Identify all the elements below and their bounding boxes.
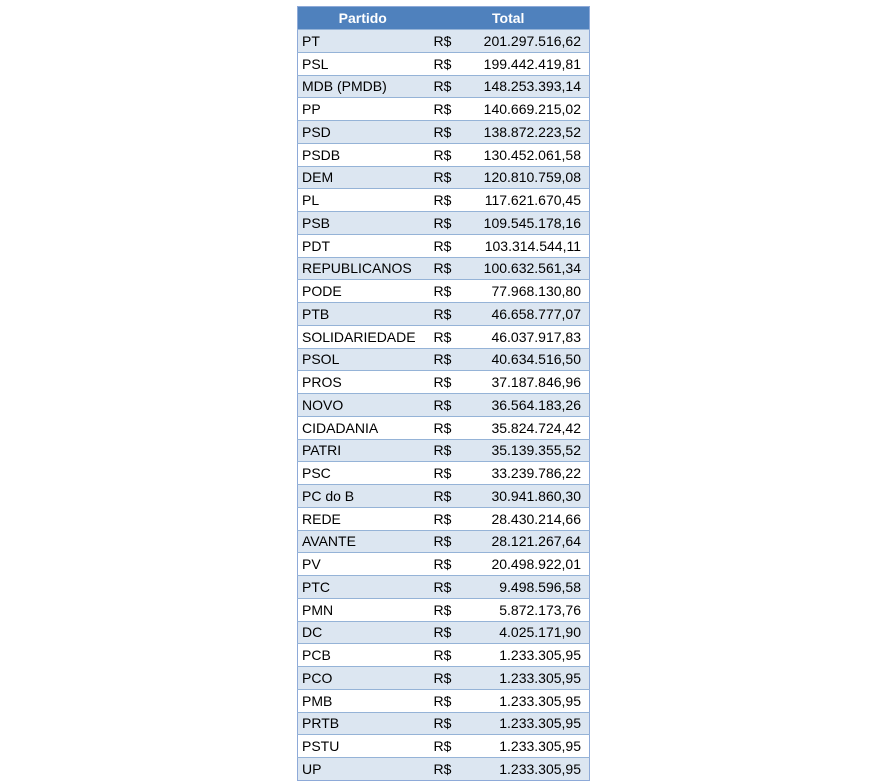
party-name-cell: DC	[298, 621, 428, 644]
table-row	[298, 121, 590, 144]
currency-cell: R$	[428, 462, 460, 485]
total-value-cell: 30.941.860,30	[460, 485, 590, 508]
party-name-cell: PTB	[298, 303, 428, 326]
total-value-cell: 4.025.171,90	[460, 621, 590, 644]
table-row	[298, 576, 590, 599]
total-value-cell: 40.634.516,50	[460, 348, 590, 371]
table-row	[298, 212, 590, 235]
currency-cell: R$	[428, 485, 460, 508]
party-name-cell: MDB (PMDB)	[298, 75, 428, 98]
total-value-cell: 46.037.917,83	[460, 325, 590, 348]
table-row	[298, 485, 590, 508]
table-row	[298, 303, 590, 326]
table-row	[298, 234, 590, 257]
table-header	[298, 7, 590, 30]
table-row	[298, 189, 590, 212]
table-row	[298, 644, 590, 667]
currency-cell: R$	[428, 598, 460, 621]
total-value-cell: 35.139.355,52	[460, 439, 590, 462]
currency-cell: R$	[428, 371, 460, 394]
table-row	[298, 735, 590, 758]
party-name-cell: PV	[298, 553, 428, 576]
currency-cell: R$	[428, 689, 460, 712]
party-name-cell: PSDB	[298, 143, 428, 166]
table-row	[298, 348, 590, 371]
table-row	[298, 507, 590, 530]
currency-cell: R$	[428, 143, 460, 166]
table-row	[298, 52, 590, 75]
total-value-cell: 199.442.419,81	[460, 52, 590, 75]
party-name-cell: PSD	[298, 121, 428, 144]
total-value-cell: 1.233.305,95	[460, 712, 590, 735]
party-name-cell: REDE	[298, 507, 428, 530]
total-value-cell: 120.810.759,08	[460, 166, 590, 189]
total-value-cell: 148.253.393,14	[460, 75, 590, 98]
header-total: Total	[428, 7, 590, 30]
party-name-cell: PATRI	[298, 439, 428, 462]
party-name-cell: CIDADANIA	[298, 416, 428, 439]
total-value-cell: 33.239.786,22	[460, 462, 590, 485]
total-value-cell: 117.621.670,45	[460, 189, 590, 212]
currency-cell: R$	[428, 257, 460, 280]
table-row	[298, 257, 590, 280]
total-value-cell: 20.498.922,01	[460, 553, 590, 576]
total-value-cell: 1.233.305,95	[460, 667, 590, 690]
table-row	[298, 530, 590, 553]
header-party: Partido	[298, 7, 428, 30]
table-row	[298, 166, 590, 189]
currency-cell: R$	[428, 735, 460, 758]
total-value-cell: 1.233.305,95	[460, 735, 590, 758]
currency-cell: R$	[428, 234, 460, 257]
party-name-cell: PMN	[298, 598, 428, 621]
total-value-cell: 46.658.777,07	[460, 303, 590, 326]
currency-cell: R$	[428, 439, 460, 462]
currency-cell: R$	[428, 325, 460, 348]
total-value-cell: 77.968.130,80	[460, 280, 590, 303]
total-value-cell: 5.872.173,76	[460, 598, 590, 621]
total-value-cell: 130.452.061,58	[460, 143, 590, 166]
party-name-cell: PSTU	[298, 735, 428, 758]
table-row	[298, 621, 590, 644]
table-row	[298, 75, 590, 98]
total-value-cell: 140.669.215,02	[460, 98, 590, 121]
currency-cell: R$	[428, 98, 460, 121]
party-name-cell: SOLIDARIEDADE	[298, 325, 428, 348]
total-value-cell: 1.233.305,95	[460, 689, 590, 712]
party-name-cell: PSB	[298, 212, 428, 235]
currency-cell: R$	[428, 166, 460, 189]
total-value-cell: 109.545.178,16	[460, 212, 590, 235]
party-name-cell: PSL	[298, 52, 428, 75]
currency-cell: R$	[428, 758, 460, 781]
party-name-cell: AVANTE	[298, 530, 428, 553]
table-row	[298, 667, 590, 690]
table-row	[298, 371, 590, 394]
currency-cell: R$	[428, 280, 460, 303]
table-row	[298, 689, 590, 712]
total-value-cell: 28.430.214,66	[460, 507, 590, 530]
total-value-cell: 103.314.544,11	[460, 234, 590, 257]
currency-cell: R$	[428, 416, 460, 439]
table-row	[298, 598, 590, 621]
currency-cell: R$	[428, 507, 460, 530]
table-row	[298, 30, 590, 53]
party-name-cell: REPUBLICANOS	[298, 257, 428, 280]
total-value-cell: 138.872.223,52	[460, 121, 590, 144]
party-name-cell: PL	[298, 189, 428, 212]
table-row	[298, 462, 590, 485]
party-name-cell: PSOL	[298, 348, 428, 371]
total-value-cell: 100.632.561,34	[460, 257, 590, 280]
currency-cell: R$	[428, 712, 460, 735]
party-name-cell: PROS	[298, 371, 428, 394]
table-row	[298, 325, 590, 348]
table-row	[298, 143, 590, 166]
party-name-cell: PDT	[298, 234, 428, 257]
currency-cell: R$	[428, 212, 460, 235]
party-name-cell: PC do B	[298, 485, 428, 508]
currency-cell: R$	[428, 52, 460, 75]
party-name-cell: PT	[298, 30, 428, 53]
table-row	[298, 394, 590, 417]
total-value-cell: 28.121.267,64	[460, 530, 590, 553]
currency-cell: R$	[428, 30, 460, 53]
total-value-cell: 36.564.183,26	[460, 394, 590, 417]
currency-cell: R$	[428, 644, 460, 667]
total-value-cell: 9.498.596,58	[460, 576, 590, 599]
party-name-cell: PRTB	[298, 712, 428, 735]
party-name-cell: PODE	[298, 280, 428, 303]
header-row	[298, 7, 590, 30]
party-name-cell: PMB	[298, 689, 428, 712]
party-name-cell: PCO	[298, 667, 428, 690]
currency-cell: R$	[428, 75, 460, 98]
table-body	[298, 30, 590, 781]
total-value-cell: 35.824.724,42	[460, 416, 590, 439]
party-name-cell: PSC	[298, 462, 428, 485]
party-name-cell: PCB	[298, 644, 428, 667]
currency-cell: R$	[428, 530, 460, 553]
party-name-cell: PP	[298, 98, 428, 121]
currency-cell: R$	[428, 667, 460, 690]
table-row	[298, 280, 590, 303]
total-value-cell: 1.233.305,95	[460, 644, 590, 667]
party-totals-table	[297, 6, 590, 781]
table-row	[298, 98, 590, 121]
currency-cell: R$	[428, 303, 460, 326]
table-row	[298, 416, 590, 439]
currency-cell: R$	[428, 576, 460, 599]
currency-cell: R$	[428, 553, 460, 576]
party-name-cell: PTC	[298, 576, 428, 599]
party-name-cell: DEM	[298, 166, 428, 189]
currency-cell: R$	[428, 121, 460, 144]
table-row	[298, 758, 590, 781]
total-value-cell: 1.233.305,95	[460, 758, 590, 781]
table-row	[298, 712, 590, 735]
currency-cell: R$	[428, 189, 460, 212]
total-value-cell: 201.297.516,62	[460, 30, 590, 53]
currency-cell: R$	[428, 621, 460, 644]
party-name-cell: UP	[298, 758, 428, 781]
currency-cell: R$	[428, 394, 460, 417]
table-row	[298, 439, 590, 462]
party-name-cell: NOVO	[298, 394, 428, 417]
total-value-cell: 37.187.846,96	[460, 371, 590, 394]
currency-cell: R$	[428, 348, 460, 371]
table-row	[298, 553, 590, 576]
